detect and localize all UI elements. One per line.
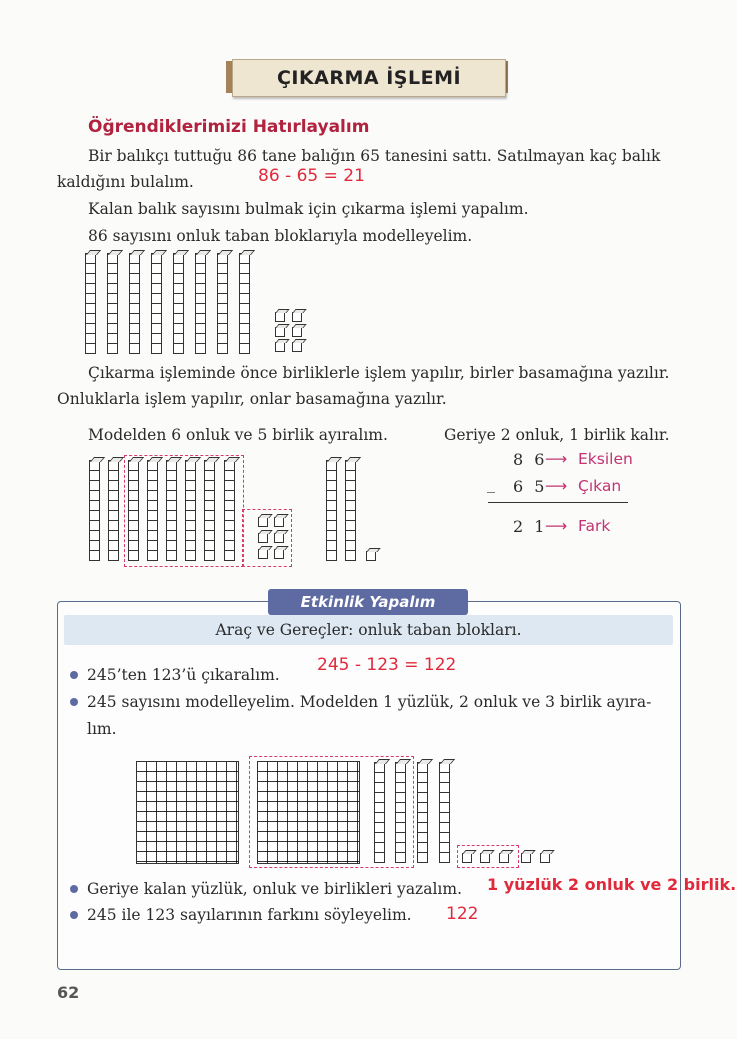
paragraph-4-line-2: Onluklarla işlem yapılır, onlar basamağına yazılır. [57, 390, 447, 408]
minuend-arrow: ⟶ [545, 450, 568, 468]
page-title-banner [232, 59, 506, 97]
unit-cube [258, 517, 268, 527]
removed-hundred-tens-outline [249, 756, 414, 868]
ten-rod [173, 253, 184, 354]
ten-rod [107, 253, 118, 354]
ten-rod [374, 762, 385, 863]
unit-cube [275, 312, 285, 322]
ten-rod [239, 253, 250, 354]
unit-cube-remaining [366, 551, 376, 561]
tools-text: Araç ve Gereçler: onluk taban blokları. [215, 621, 522, 639]
page-number: 62 [57, 983, 80, 1002]
ten-rod [439, 762, 450, 863]
activity-item-3: Geriye kalan yüzlük, onluk ve birlikleri yazalım. [87, 880, 463, 898]
paragraph-4-line-1: Çıkarma işleminde önce birliklerle işlem yapılır, birler basamağına yazılır. [88, 364, 670, 382]
paragraph-2: Kalan balık sayısını bulmak için çıkarma işlemi yapalım. [88, 200, 529, 218]
activity-tab-label: Etkinlik Yapalım [300, 593, 436, 611]
unit-cube [540, 853, 550, 863]
activity-item-2-line-2: lım. [87, 720, 117, 738]
model-left-caption: Modelden 6 onluk ve 5 birlik ayıralım. [88, 426, 388, 444]
model-245 [0, 0, 1, 1]
ten-rod-remaining [345, 460, 356, 561]
unit-cube [521, 853, 531, 863]
minuend-label: Eksilen [578, 450, 633, 468]
unit-cube [275, 342, 285, 352]
difference-label: Fark [578, 517, 611, 535]
ten-rod [108, 460, 119, 561]
unit-cube [258, 549, 268, 559]
activity-item-1: 245’ten 123’ü çıkaralım. [87, 666, 280, 684]
difference: 2 1 [513, 517, 548, 536]
ten-rod [395, 762, 406, 863]
difference-arrow: ⟶ [545, 517, 568, 535]
unit-cube [499, 853, 509, 863]
bullet-icon [70, 671, 78, 679]
handwritten-equation-2: 245 - 123 = 122 [317, 655, 457, 675]
ten-rod [85, 253, 96, 354]
page-title: ÇIKARMA İŞLEMİ [276, 67, 462, 89]
unit-cube [274, 517, 284, 527]
ten-rod [417, 762, 428, 863]
removed-tens-outline [124, 455, 244, 567]
unit-cube [275, 327, 285, 337]
subtrahend-arrow: ⟶ [545, 477, 568, 495]
unit-cube [462, 853, 472, 863]
unit-cube [258, 533, 268, 543]
handwritten-equation-1: 86 - 65 = 21 [258, 166, 365, 186]
unit-cube [480, 853, 490, 863]
tools-bar [64, 615, 673, 645]
ten-rod [151, 253, 162, 354]
minuend: 8 6 [513, 450, 548, 469]
hundred-flat [136, 761, 239, 864]
section-heading: Öğrendiklerimizi Hatırlayalım [88, 117, 370, 137]
ten-rod [217, 253, 228, 354]
unit-cube [292, 342, 302, 352]
unit-cube [274, 533, 284, 543]
ten-rod-remaining [326, 460, 337, 561]
paragraph-3: 86 sayısını onluk taban bloklarıyla modelleyelim. [88, 227, 473, 245]
unit-cube [274, 549, 284, 559]
subtrahend-label: Çıkan [578, 477, 622, 495]
minus-sign: _ [487, 474, 498, 493]
paragraph-1-line-2: kaldığını bulalım. [57, 173, 194, 191]
ten-rod [195, 253, 206, 354]
unit-cube [292, 312, 302, 322]
activity-item-4: 245 ile 123 sayılarının farkını söyleyelim. [87, 906, 412, 924]
handwritten-answer-difference: 122 [446, 904, 479, 924]
ten-rod [89, 460, 100, 561]
subtrahend: 6 5 [513, 477, 548, 496]
result-line [488, 502, 628, 503]
unit-cube [292, 327, 302, 337]
activity-item-2-line-1: 245 sayısını modelleyelim. Modelden 1 yüzlük, 2 onluk ve 3 birlik ayıra- [87, 693, 652, 711]
model-right-caption: Geriye 2 onluk, 1 birlik kalır. [444, 426, 670, 444]
bullet-icon [70, 911, 78, 919]
bullet-icon [70, 698, 78, 706]
activity-tab [268, 589, 468, 615]
ten-rod [129, 253, 140, 354]
handwritten-answer-units: 1 yüzlük 2 onluk ve 2 birlik. [487, 875, 737, 894]
bullet-icon [70, 885, 78, 893]
paragraph-1-line-1: Bir balıkçı tuttuğu 86 tane balığın 65 tanesini sattı. Satılmayan kaç balık [88, 147, 661, 165]
